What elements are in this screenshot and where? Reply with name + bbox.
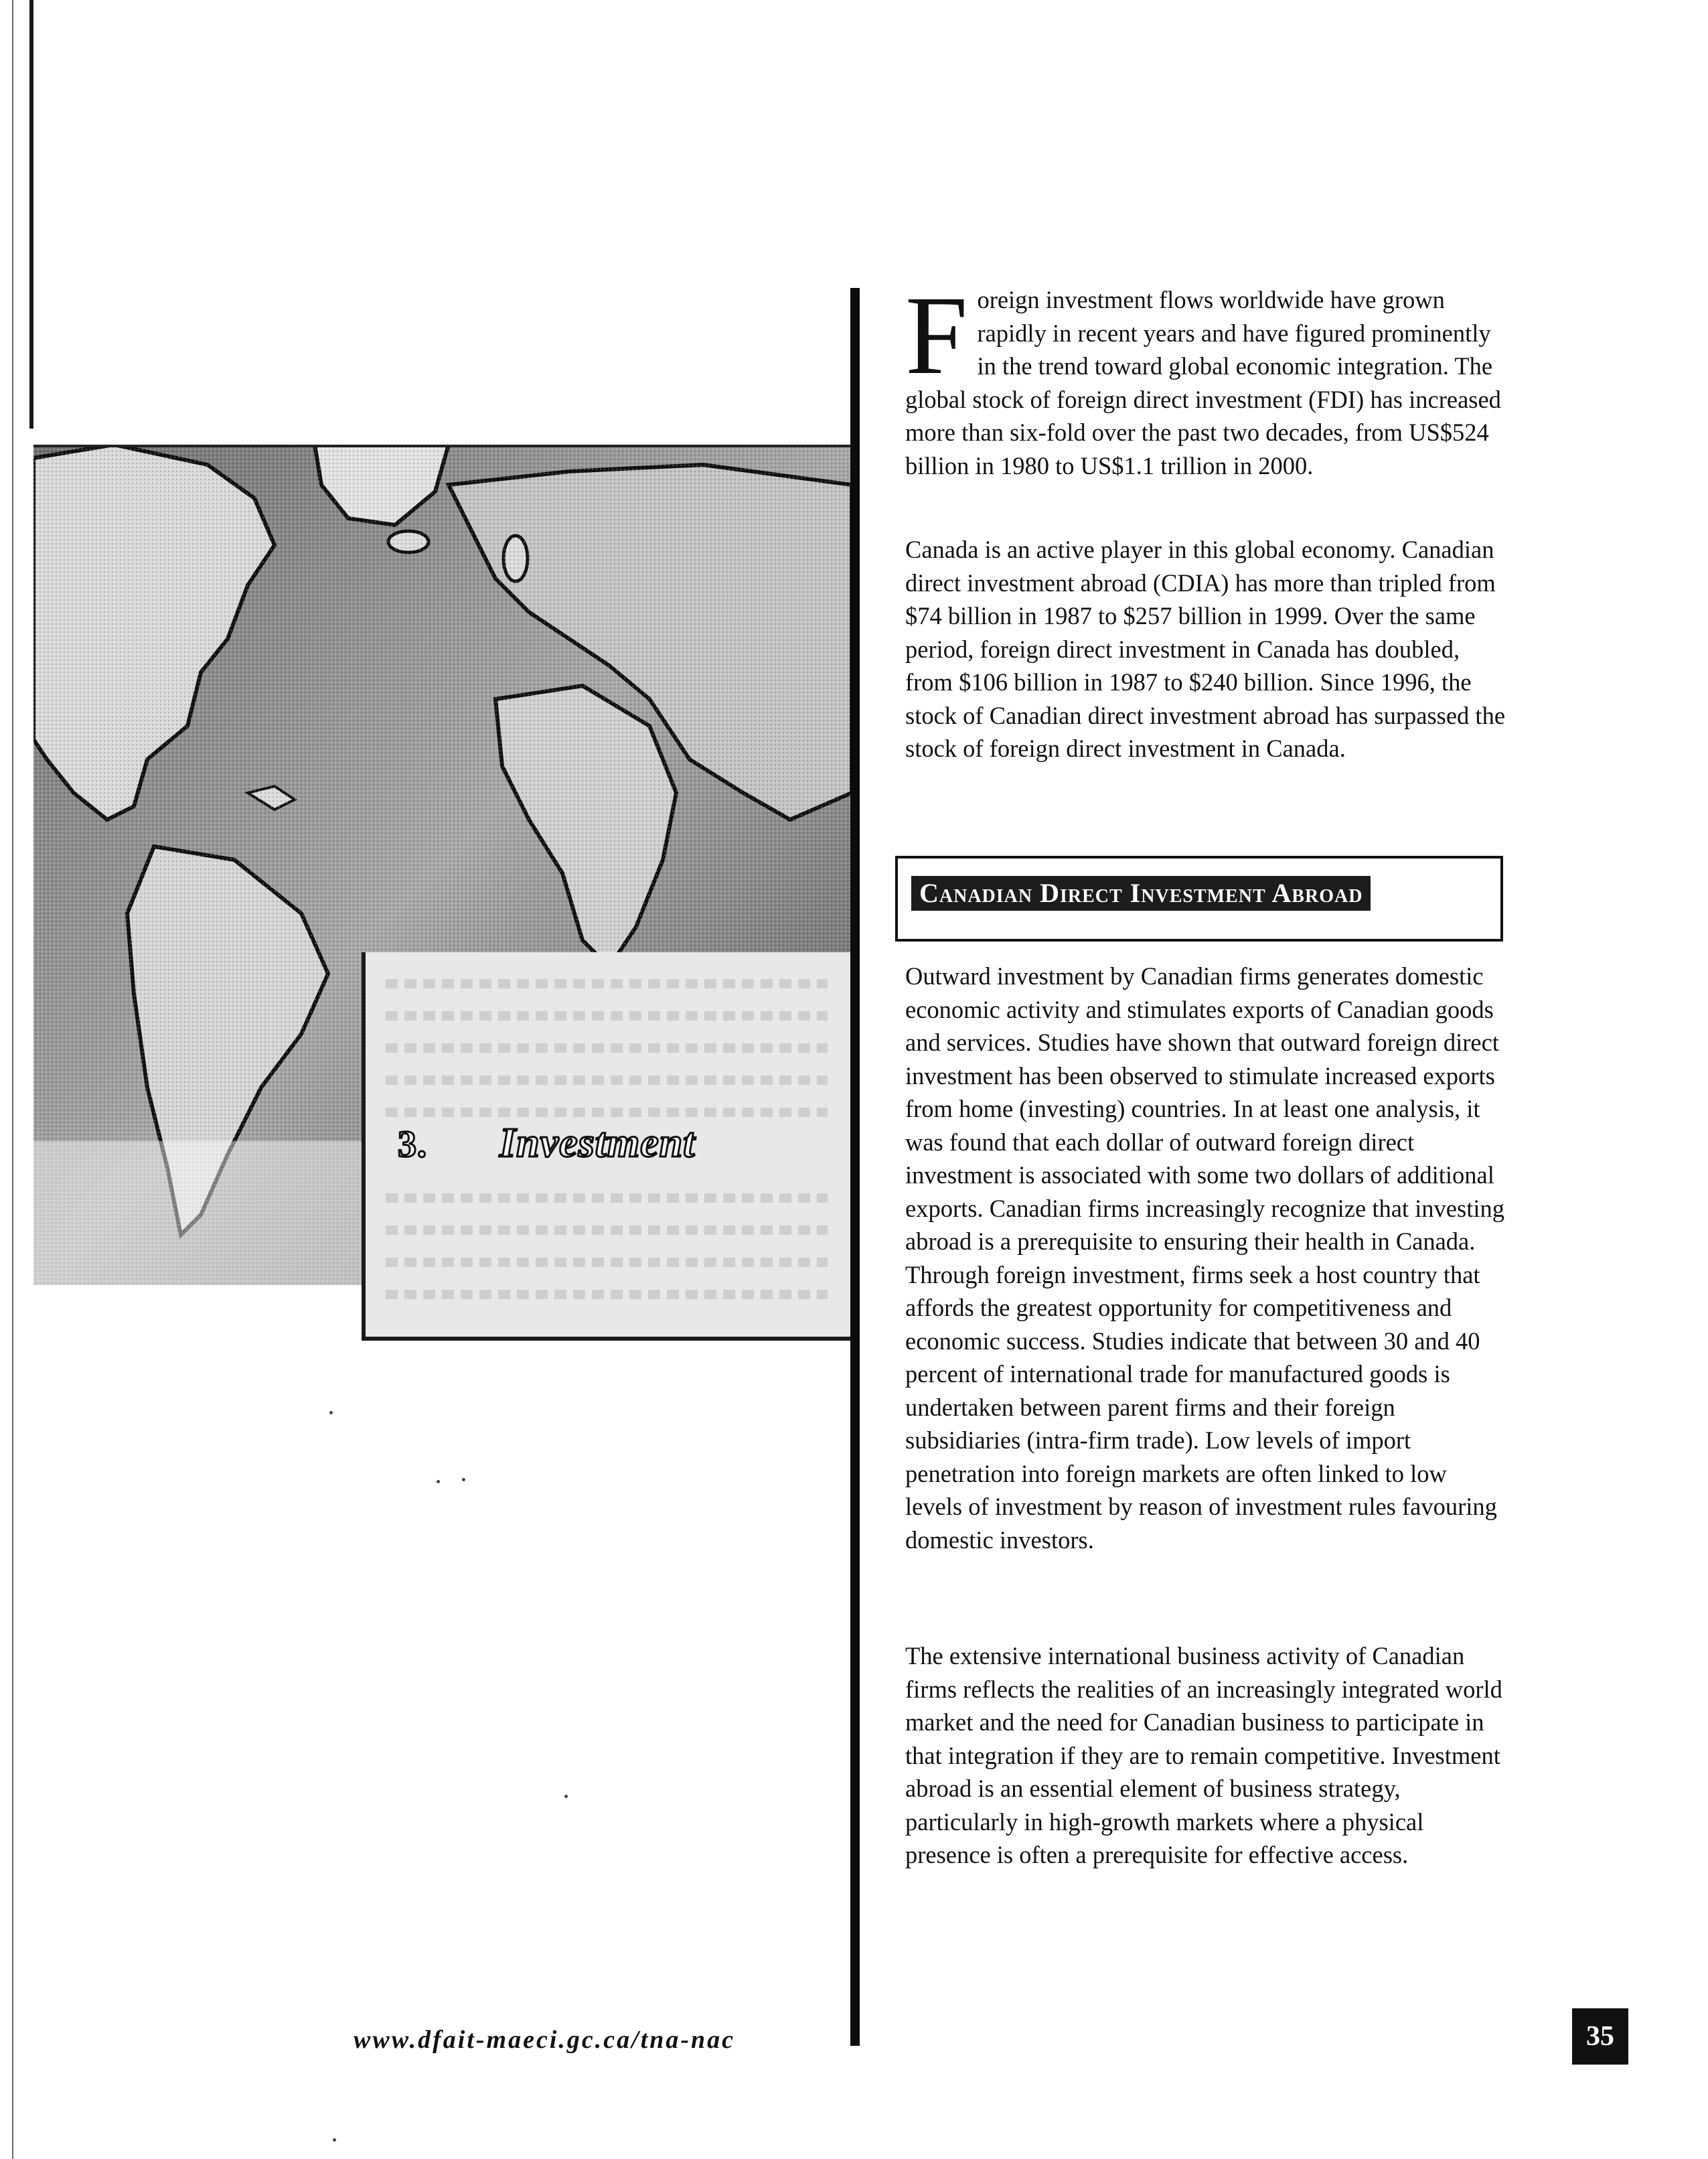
canada-paragraph [905, 533, 1508, 765]
intro-paragraph-text: oreign investment flows worldwide have grown rapidly in recent years and have figured prominently in the trend toward global economic integration. The global stock of foreign direct investment (FDI) has increased more than six-fold over the past two decades, from US$524 billion in 1980 to US$1.1 trillion in 2000. [905, 286, 1501, 479]
drop-cap-letter: F [905, 273, 968, 398]
left-margin-thin-rule [12, 0, 13, 2159]
canada-paragraph-text: Canada is an active player in this global economy. Canadian direct investment abroad (CDIA) has more than tripled from $74 billion in 1987 to $257 billion in 1999. Over the same period, foreign direct investment in Canada has doubled, from $106 billion in 1987 to $240 billion. Since 1996, the stock of Canadian direct investment abroad has surpassed the stock of foreign direct investment in Canada. [905, 536, 1506, 762]
scan-speck [437, 1480, 440, 1483]
section-heading: Canadian Direct Investment Abroad [919, 878, 1363, 908]
ghost-text-line [386, 1290, 828, 1299]
ghost-text-line [386, 1075, 828, 1085]
chapter-title-box [362, 952, 850, 1341]
international-activity-paragraph [905, 1639, 1508, 1872]
ghost-text-line [386, 1225, 828, 1235]
section-heading-banner [895, 856, 1503, 942]
ghost-text-line [386, 1011, 828, 1021]
chapter-title: Investment [499, 1120, 696, 1166]
footer-url: www.dfait-maeci.gc.ca/tna-nac [354, 2026, 736, 2054]
section-heading-plate [911, 876, 1371, 911]
outward-investment-paragraph-text: Outward investment by Canadian firms generates domestic economic activity and stimulates exports of Canadian goods and services. Studies have shown that outward foreign direct investment has been observed to stimulate increased exports from home (investing) countries. In at least one analysis, it was found that each dollar of outward foreign direct investment is associated with some two dollars of additional exports. Canadian firms increasingly recognize that investing abroad is a prerequisite to ensuring their health in Canada. Through foreign investment, firms seek a host country that affords the greatest opportunity for competitiveness and economic success. Studies indicate that between 30 and 40 percent of international trade for manufactured goods is undertaken between parent firms and their foreign subsidiaries (intra-firm trade). Low levels of import penetration into foreign markets are often linked to low levels of investment by reason of investment rules favouring domestic investors. [905, 962, 1504, 1554]
scan-speck [329, 1411, 333, 1414]
ghost-text-line [386, 1193, 828, 1203]
scan-speck [462, 1478, 465, 1481]
ghost-text-line [386, 1108, 828, 1117]
scan-speck [333, 2138, 336, 2142]
ghost-text-line [386, 1043, 828, 1053]
ghost-text-line [386, 1258, 828, 1267]
intro-paragraph [905, 273, 1508, 482]
international-activity-paragraph-text: The extensive international business activity of Canadian firms reflects the realities of an increasingly integrated world market and the need for Canadian business to participate in that integration if they are to remain competitive. Investment abroad is an essential element of business strategy, particularly in high-growth markets where a physical presence is often a prerequisite for effective access. [905, 1642, 1502, 1868]
scan-speck [564, 1795, 568, 1798]
ghost-text-line [386, 979, 828, 988]
column-divider-rule [850, 288, 860, 2046]
chapter-number: 3. [398, 1124, 427, 1165]
outward-investment-paragraph [905, 960, 1508, 1556]
left-margin-thick-rule [29, 0, 33, 429]
page-number: 35 [1572, 2008, 1628, 2065]
map-top-border [33, 445, 852, 447]
